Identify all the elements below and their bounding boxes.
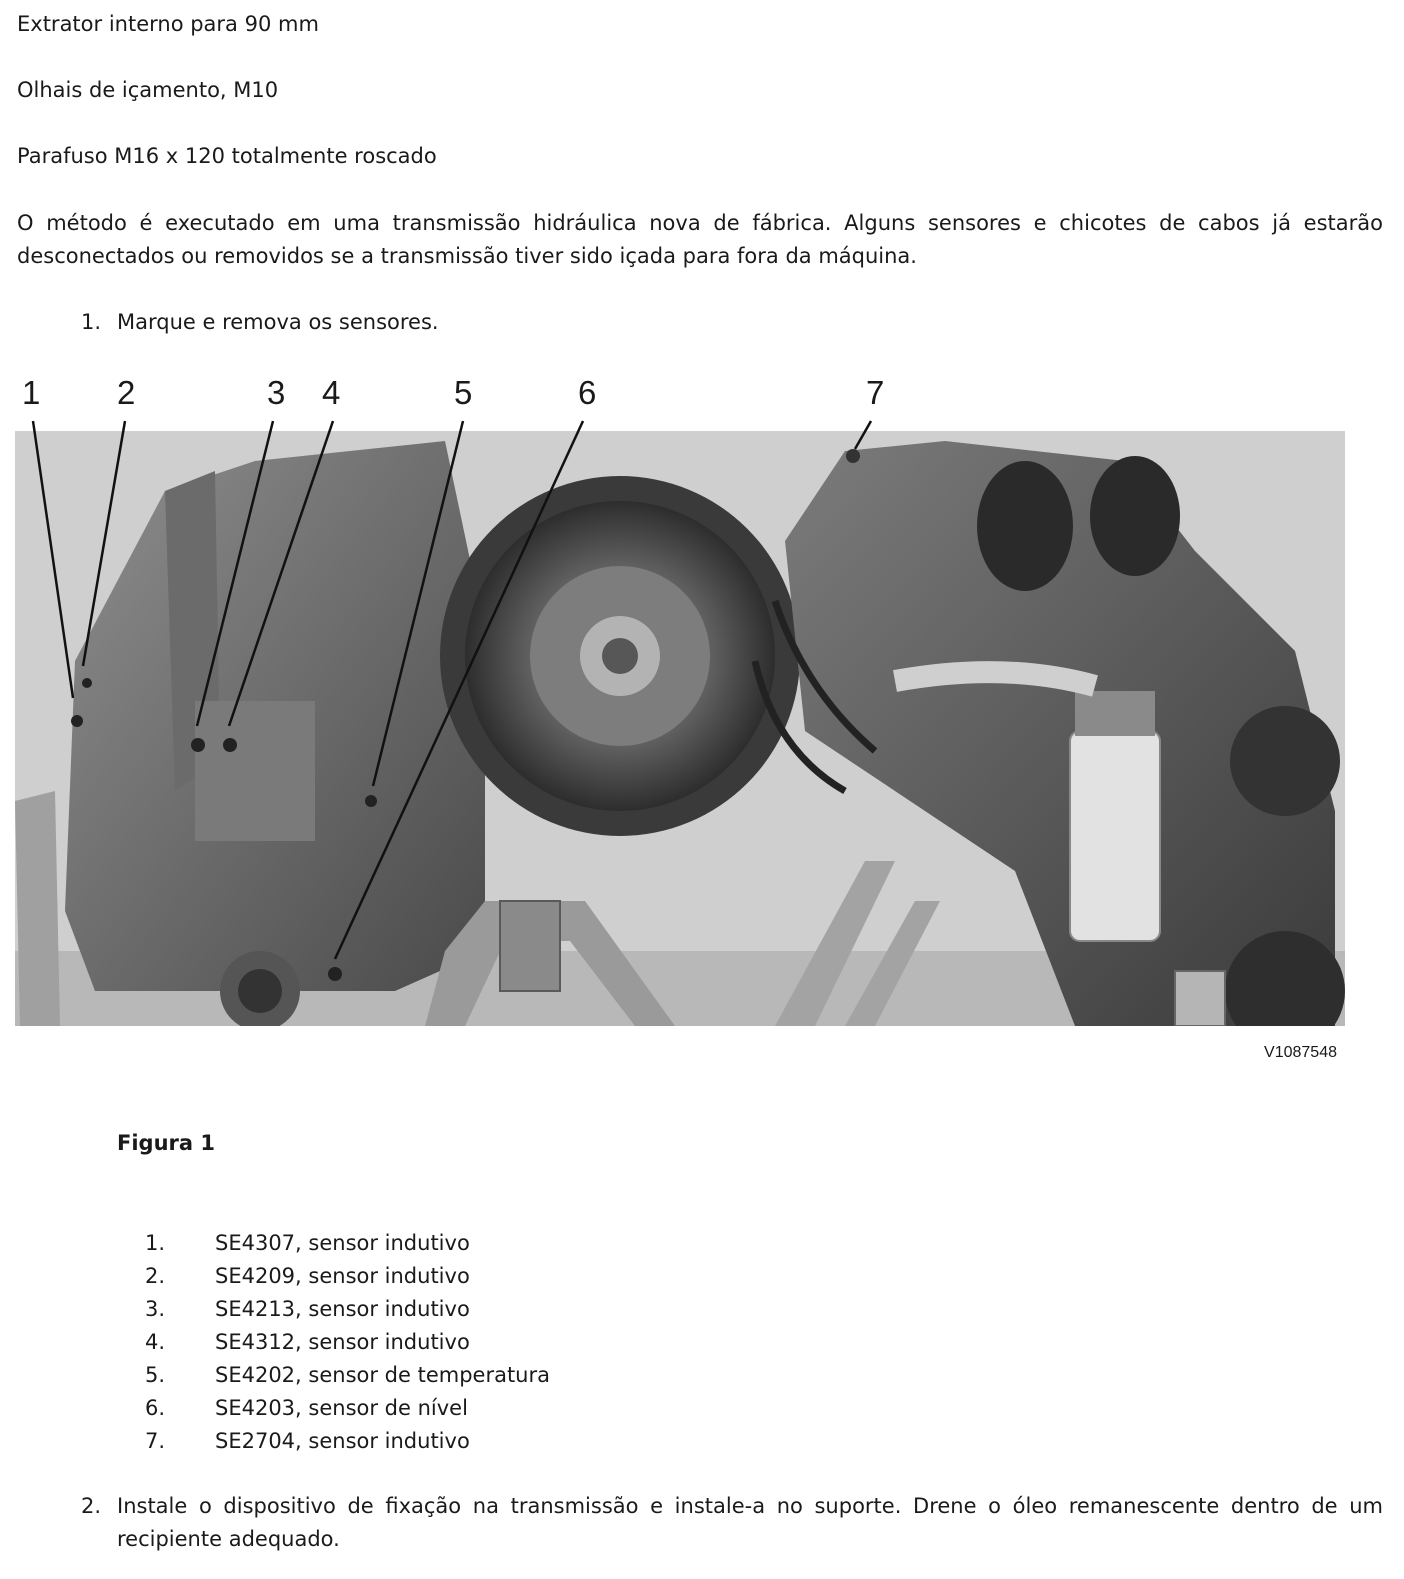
legend-item-6 bbox=[145, 1392, 550, 1425]
callout-2: 2 bbox=[117, 374, 136, 411]
leader-line-2 bbox=[83, 421, 125, 666]
leader-line-5 bbox=[373, 421, 463, 786]
leader-line-4 bbox=[229, 421, 333, 726]
sensor-legend bbox=[145, 1227, 550, 1458]
callout-3: 3 bbox=[267, 374, 286, 411]
callout-leader-lines bbox=[15, 376, 1355, 1026]
step-number: 2. bbox=[81, 1494, 102, 1518]
legend-item-5 bbox=[145, 1359, 550, 1392]
tool-item-2: Olhais de içamento, M10 bbox=[17, 78, 279, 102]
legend-text: SE2704, sensor indutivo bbox=[215, 1429, 470, 1453]
legend-number: 1. bbox=[145, 1231, 166, 1255]
sensor-figure bbox=[15, 374, 1355, 1061]
legend-item-3 bbox=[145, 1293, 550, 1326]
legend-text: SE4209, sensor indutivo bbox=[215, 1264, 470, 1288]
legend-item-1 bbox=[145, 1227, 550, 1260]
step-text: Instale o dispositivo de fixação na transmissão e instale-a no suporte. Drene o óleo remanescente dentro de um recipiente adequado. bbox=[117, 1494, 1383, 1551]
leader-line-6 bbox=[335, 421, 583, 959]
leader-line-1 bbox=[33, 421, 73, 698]
legend-text: SE4213, sensor indutivo bbox=[215, 1297, 470, 1321]
legend-item-2 bbox=[145, 1260, 550, 1293]
callout-7: 7 bbox=[866, 374, 885, 411]
intro-paragraph: O método é executado em uma transmissão hidráulica nova de fábrica. Alguns sensores e chicotes de cabos já estarão desconectados ou removidos se a transmissão tiver sido içada para fora da máquina. bbox=[17, 211, 1383, 268]
callout-6: 6 bbox=[578, 374, 597, 411]
legend-item-7 bbox=[145, 1425, 550, 1458]
callout-5: 5 bbox=[454, 374, 473, 411]
step-text: Marque e remova os sensores. bbox=[117, 310, 439, 334]
legend-item-4 bbox=[145, 1326, 550, 1359]
legend-number: 5. bbox=[145, 1363, 166, 1387]
legend-text: SE4202, sensor de temperatura bbox=[215, 1363, 550, 1387]
image-id: V1087548 bbox=[1264, 1044, 1337, 1061]
legend-number: 7. bbox=[145, 1429, 166, 1453]
legend-text: SE4312, sensor indutivo bbox=[215, 1330, 470, 1354]
figure-caption: Figura 1 bbox=[117, 1131, 215, 1155]
step-number: 1. bbox=[81, 310, 102, 334]
callout-1: 1 bbox=[22, 374, 41, 411]
legend-number: 3. bbox=[145, 1297, 166, 1321]
tool-item-1: Extrator interno para 90 mm bbox=[17, 12, 319, 36]
step-2 bbox=[81, 1490, 1383, 1556]
legend-text: SE4203, sensor de nível bbox=[215, 1396, 468, 1420]
tool-item-3: Parafuso M16 x 120 totalmente roscado bbox=[17, 144, 437, 168]
legend-number: 2. bbox=[145, 1264, 166, 1288]
legend-number: 4. bbox=[145, 1330, 166, 1354]
callout-4: 4 bbox=[322, 374, 341, 411]
legend-text: SE4307, sensor indutivo bbox=[215, 1231, 470, 1255]
leader-line-7 bbox=[855, 421, 871, 449]
legend-number: 6. bbox=[145, 1396, 166, 1420]
step-1 bbox=[81, 306, 1381, 339]
leader-line-3 bbox=[197, 421, 273, 726]
